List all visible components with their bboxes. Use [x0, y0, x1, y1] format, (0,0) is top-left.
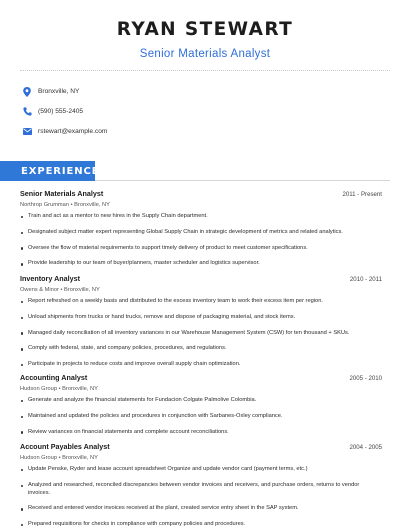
job-company: Owens & Minor • Bronxville, NY [20, 287, 100, 293]
job-dates: 2010 - 2011 [349, 276, 382, 283]
job-bullet: Report refreshed on a weekly basis and distributed to the excess inventory team to work their excess item per region. [20, 298, 382, 306]
candidate-name: RYAN STEWART [116, 19, 294, 40]
job-role: Inventory Analyst [20, 274, 81, 283]
contact-phone [22, 102, 107, 122]
job-role: Senior Materials Analyst [20, 189, 104, 198]
job-dates: 2005 - 2010 [349, 375, 382, 382]
job-bullet: Designated subject matter expert representing Global Supply Chain in strategic development of metrics and related analytics. [20, 229, 382, 237]
job-company: Northrop Grumman • Bronxville, NY [20, 202, 110, 208]
experience-section-heading [0, 161, 100, 181]
contact-email [22, 121, 107, 141]
resume-header [0, 0, 410, 61]
job-role: Account Payables Analyst [20, 442, 110, 451]
job-entry [20, 274, 382, 377]
contact-location [22, 82, 107, 102]
contact-phone-text: (590) 555-2405 [38, 108, 84, 116]
location-pin-icon [22, 87, 32, 97]
job-bullets [20, 213, 382, 268]
job-bullets [20, 466, 382, 529]
job-dates: 2004 - 2005 [349, 444, 382, 451]
job-bullet: Update Penske, Ryder and lease account spreadsheet Organize and update vendor card (payment terms, etc.) [20, 466, 382, 474]
job-dates: 2011 - Present [342, 191, 382, 198]
job-bullet: Participate in projects to reduce costs and improve overall supply chain optimization. [20, 361, 382, 369]
job-bullets [20, 397, 382, 436]
job-header [20, 274, 382, 284]
job-bullet: Comply with federal, state, and company policies, procedures, and regulations. [20, 345, 382, 353]
job-entry [20, 442, 382, 530]
email-icon [22, 126, 32, 136]
job-bullet: Prepared requisitions for checks in compliance with company policies and procedures. [20, 521, 382, 529]
section-rule [95, 180, 390, 181]
job-bullet: Analyzed and researched, reconciled discrepancies between vendor invoices and receivers, and purchase orders, returns to vendor invoices. [20, 482, 382, 498]
contact-email-text: rstewart@example.com [38, 127, 108, 135]
job-header [20, 373, 382, 383]
contact-location-text: Bronxville, NY [38, 88, 80, 96]
job-bullet: Received and entered vendor invoices received at the plant, created service entry sheet in the SAP system. [20, 505, 382, 513]
job-role: Accounting Analyst [20, 373, 88, 382]
job-bullet: Review variances on financial statements and complete account reconciliations. [20, 429, 382, 437]
contact-list [22, 82, 107, 141]
job-header [20, 442, 382, 452]
job-header [20, 189, 382, 199]
job-bullets [20, 298, 382, 369]
header-divider [20, 70, 390, 71]
candidate-title: Senior Materials Analyst [139, 48, 271, 60]
job-company: Hudson Group • Bronxville, NY [20, 386, 98, 392]
phone-icon [22, 107, 32, 117]
job-bullet: Provide leadership to our team of buyer/planners, master scheduler and logistics supervisor. [20, 260, 382, 268]
job-entry [20, 373, 382, 444]
job-bullet: Oversee the flow of material requirements to support timely delivery of product to meet customer specifications. [20, 245, 382, 253]
job-bullet: Train and act as a mentor to new hires in the Supply Chain department. [20, 213, 382, 221]
job-bullet: Maintained and updated the policies and procedures in conjunction with Sarbanes-Oxley compliance. [20, 413, 382, 421]
job-bullet: Generate and analyze the financial statements for Fundacion Colgate Palmolive Colombia. [20, 397, 382, 405]
job-entry [20, 189, 382, 276]
job-company: Hudson Group • Bronxville, NY [20, 455, 98, 461]
job-bullet: Unload shipments from trucks or hand trucks, remove and dispose of packaging material, and stock items. [20, 314, 382, 322]
experience-heading-text: EXPERIENCE [21, 165, 100, 177]
job-bullet: Managed daily reconciliation of all inventory variances in our Warehouse Management System (CSW) for ten thousand + SKUs. [20, 330, 382, 338]
